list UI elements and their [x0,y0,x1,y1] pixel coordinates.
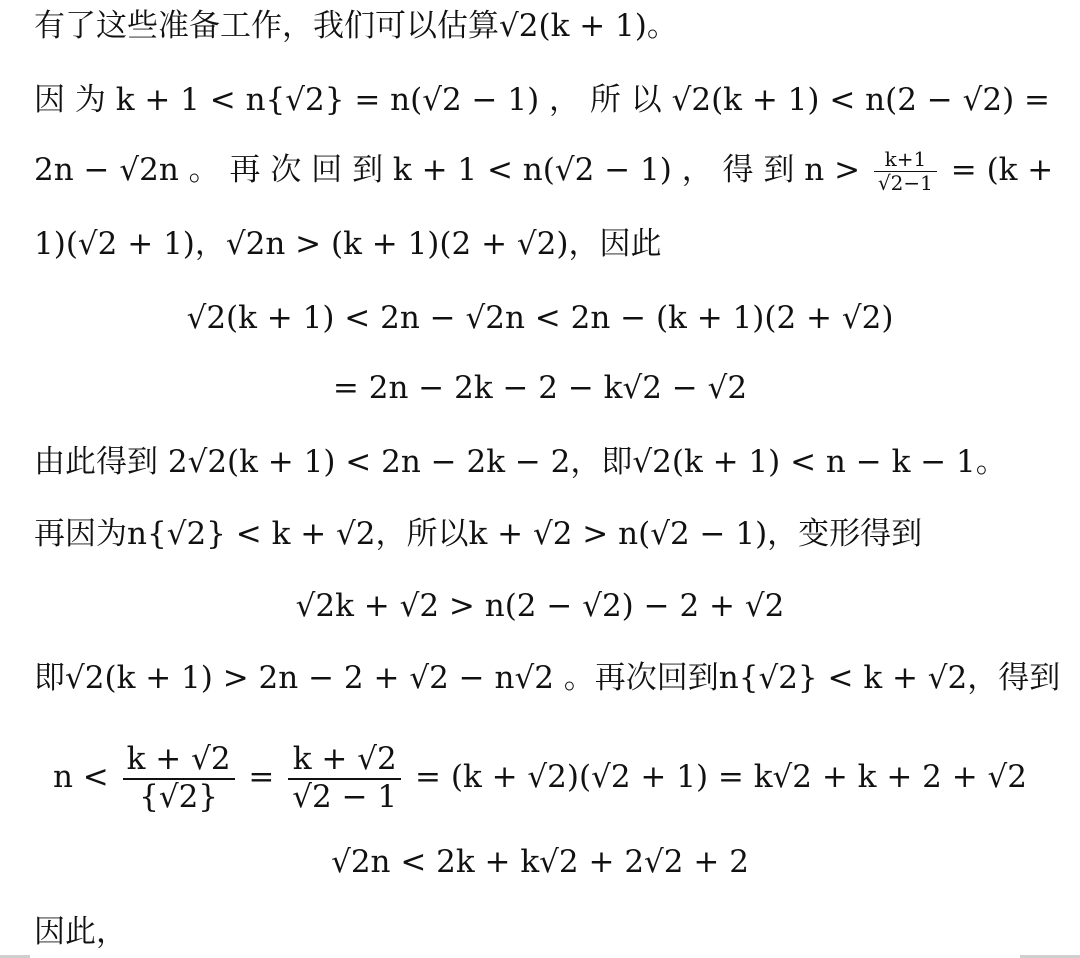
text-line-3-end: = (k + [950,152,1054,188]
equation-4-fraction-2 [288,742,401,815]
text-line-3-start: 2n − √2n 。 再 次 回 到 k + 1 < n(√2 − 1) ， 得 到 n > [34,152,861,188]
fraction-1-numerator: k + √2 [123,742,235,780]
fraction-2-numerator: k + √2 [288,742,401,780]
text-line-4: 1)(√2 + 1)，√2n > (k + 1)(2 + √2)，因此 [34,226,662,262]
inline-fraction-denominator: √2−1 [877,171,933,195]
inline-fraction [874,148,937,195]
fraction-2-denominator: √2 − 1 [292,778,398,815]
text-line-3 [34,148,1053,195]
display-equation-3: √2k + √2 > n(2 − √2) − 2 + √2 [295,588,785,624]
display-equation-2: = 2n − 2k − 2 − k√2 − √2 [332,370,748,406]
text-line-5: 由此得到 2√2(k + 1) < 2n − 2k − 2，即√2(k + 1) < n − k − 1。 [34,444,1007,480]
equation-4-fraction-1 [123,742,235,815]
display-equation-5: √2n < 2k + k√2 + 2√2 + 2 [331,844,749,880]
inline-fraction-numerator: k+1 [874,148,937,172]
display-equation-1: √2(k + 1) < 2n − √2n < 2n − (k + 1)(2 + √2) [186,300,894,336]
text-line-1: 有了这些准备工作，我们可以估算√2(k + 1)。 [34,8,678,44]
fraction-1-denominator: {√2} [139,778,219,815]
equation-4-lhs: n < [52,759,109,796]
text-line-6: 再因为n{√2} < k + √2，所以k + √2 > n(√2 − 1)，变形得到 [34,516,923,552]
text-line-2: 因 为 k + 1 < n{√2} = n(√2 − 1) ， 所 以 √2(k + 1) < n(2 − √2) = [34,82,1051,118]
text-line-7: 即√2(k + 1) > 2n − 2 + √2 − n√2 。再次回到n{√2} < k + √2，得到 [34,660,1061,696]
equation-4-rest: = (k + √2)(√2 + 1) = k√2 + k + 2 + √2 [415,759,1028,796]
text-line-8: 因此， [34,914,127,950]
equation-4-equals: = [248,759,275,796]
display-equation-4 [0,742,1080,815]
